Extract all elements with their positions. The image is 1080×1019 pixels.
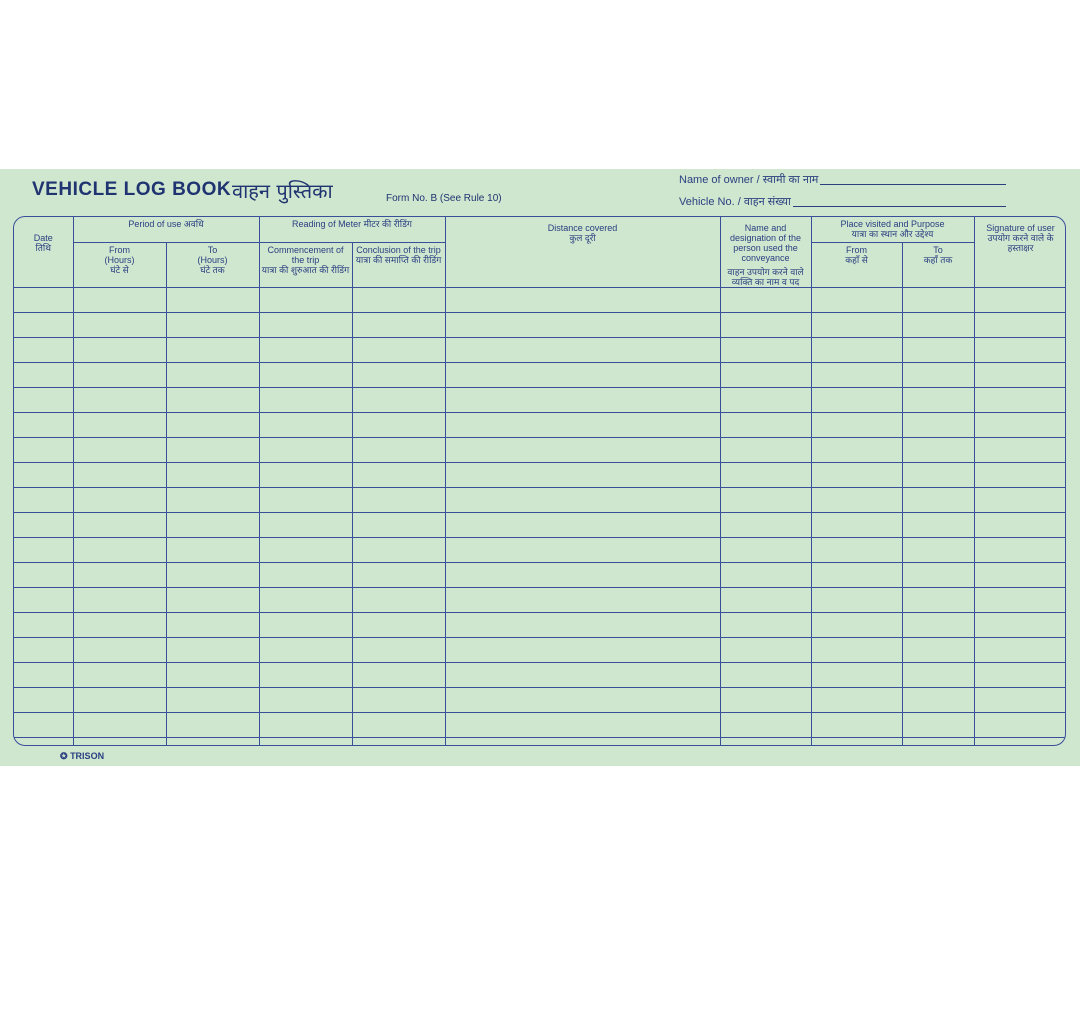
cell-remarks[interactable] bbox=[974, 613, 1066, 638]
cell-person[interactable] bbox=[445, 313, 720, 338]
cell-place-from[interactable] bbox=[720, 638, 811, 663]
cell-place-to[interactable] bbox=[811, 588, 902, 613]
cell-meter-start[interactable] bbox=[259, 638, 352, 663]
cell-period-from[interactable] bbox=[73, 738, 166, 747]
cell-place-from[interactable] bbox=[720, 488, 811, 513]
col-period-from: From (Hours) घंटे से bbox=[73, 242, 166, 287]
cell-place-from[interactable] bbox=[720, 663, 811, 688]
cell-meter-end[interactable] bbox=[352, 588, 445, 613]
cell-place-to[interactable] bbox=[811, 338, 902, 363]
cell-place-from[interactable] bbox=[720, 538, 811, 563]
cell-place-to[interactable] bbox=[811, 613, 902, 638]
cell-meter-end[interactable] bbox=[352, 313, 445, 338]
cell-meter-end[interactable] bbox=[352, 363, 445, 388]
col-place-visited: Place visited and Purpose यात्रा का स्थान और उद्देश्य bbox=[811, 217, 974, 242]
cell-place-from[interactable] bbox=[720, 513, 811, 538]
cell-place-to[interactable] bbox=[811, 463, 902, 488]
cell-signature[interactable] bbox=[902, 613, 974, 638]
cell-remarks[interactable] bbox=[974, 563, 1066, 588]
table-row bbox=[14, 713, 1066, 738]
cell-meter-end[interactable] bbox=[352, 613, 445, 638]
cell-person[interactable] bbox=[445, 363, 720, 388]
cell-place-from[interactable] bbox=[720, 438, 811, 463]
cell-remarks[interactable] bbox=[974, 463, 1066, 488]
cell-date[interactable] bbox=[14, 663, 73, 688]
cell-date[interactable] bbox=[14, 413, 73, 438]
brand-mark-icon: ✪ bbox=[60, 751, 68, 761]
cell-date[interactable] bbox=[14, 388, 73, 413]
cell-meter-start[interactable] bbox=[259, 663, 352, 688]
cell-signature[interactable] bbox=[902, 713, 974, 738]
cell-date[interactable] bbox=[14, 713, 73, 738]
cell-period-from[interactable] bbox=[73, 313, 166, 338]
cell-meter-start[interactable] bbox=[259, 463, 352, 488]
table-row bbox=[14, 613, 1066, 638]
cell-date[interactable] bbox=[14, 488, 73, 513]
cell-period-from[interactable] bbox=[73, 638, 166, 663]
col-meter-reading: Reading of Meter मीटर की रीडिंग bbox=[259, 217, 445, 242]
cell-meter-start[interactable] bbox=[259, 363, 352, 388]
cell-place-to[interactable] bbox=[811, 313, 902, 338]
cell-period-to[interactable] bbox=[166, 363, 259, 388]
brand-logo: ✪ TRISON bbox=[60, 751, 105, 761]
cell-period-to[interactable] bbox=[166, 438, 259, 463]
cell-place-from[interactable] bbox=[720, 563, 811, 588]
cell-signature[interactable] bbox=[902, 363, 974, 388]
cell-person[interactable] bbox=[445, 563, 720, 588]
table-row bbox=[14, 538, 1066, 563]
cell-period-to[interactable] bbox=[166, 663, 259, 688]
cell-date[interactable] bbox=[14, 588, 73, 613]
cell-meter-end[interactable] bbox=[352, 538, 445, 563]
cell-place-from[interactable] bbox=[720, 388, 811, 413]
cell-person[interactable] bbox=[445, 588, 720, 613]
cell-signature[interactable] bbox=[902, 413, 974, 438]
cell-meter-start[interactable] bbox=[259, 413, 352, 438]
form-title-hindi: वाहन पुस्तिका bbox=[232, 179, 333, 203]
col-person: Name and designation of the person used the conveyance वाहन उपयोग करने वाले व्यक्ति का नाम व पद bbox=[720, 217, 811, 288]
col-place-to: To कहाँ तक bbox=[902, 242, 974, 287]
cell-meter-start[interactable] bbox=[259, 313, 352, 338]
cell-period-from[interactable] bbox=[73, 663, 166, 688]
cell-period-from[interactable] bbox=[73, 513, 166, 538]
cell-meter-start[interactable] bbox=[259, 688, 352, 713]
cell-date[interactable] bbox=[14, 363, 73, 388]
cell-period-from[interactable] bbox=[73, 538, 166, 563]
cell-place-from[interactable] bbox=[720, 613, 811, 638]
owner-name-line[interactable] bbox=[820, 183, 1006, 185]
owner-name-label: Name of owner / स्वामी का नाम bbox=[679, 174, 819, 186]
cell-signature[interactable] bbox=[902, 538, 974, 563]
cell-remarks[interactable] bbox=[974, 713, 1066, 738]
table-row bbox=[14, 463, 1066, 488]
cell-period-to[interactable] bbox=[166, 738, 259, 747]
table-row bbox=[14, 663, 1066, 688]
cell-signature[interactable] bbox=[902, 563, 974, 588]
cell-meter-end[interactable] bbox=[352, 563, 445, 588]
vehicle-number-label: Vehicle No. / वाहन संख्या bbox=[679, 196, 791, 208]
table-row bbox=[14, 563, 1066, 588]
cell-period-to[interactable] bbox=[166, 713, 259, 738]
vehicle-number-line[interactable] bbox=[793, 205, 1006, 207]
cell-meter-start[interactable] bbox=[259, 388, 352, 413]
cell-period-to[interactable] bbox=[166, 513, 259, 538]
cell-meter-start[interactable] bbox=[259, 538, 352, 563]
cell-person[interactable] bbox=[445, 338, 720, 363]
cell-remarks[interactable] bbox=[974, 588, 1066, 613]
log-table-body bbox=[14, 288, 1066, 747]
cell-place-to[interactable] bbox=[811, 688, 902, 713]
cell-signature[interactable] bbox=[902, 638, 974, 663]
cell-person[interactable] bbox=[445, 713, 720, 738]
cell-date[interactable] bbox=[14, 563, 73, 588]
cell-place-to[interactable] bbox=[811, 738, 902, 747]
cell-period-to[interactable] bbox=[166, 638, 259, 663]
cell-remarks[interactable] bbox=[974, 663, 1066, 688]
cell-place-to[interactable] bbox=[811, 638, 902, 663]
cell-remarks[interactable] bbox=[974, 738, 1066, 747]
cell-date[interactable] bbox=[14, 613, 73, 638]
cell-person[interactable] bbox=[445, 663, 720, 688]
cell-signature[interactable] bbox=[902, 288, 974, 313]
cell-remarks[interactable] bbox=[974, 438, 1066, 463]
cell-meter-start[interactable] bbox=[259, 588, 352, 613]
cell-period-from[interactable] bbox=[73, 363, 166, 388]
cell-meter-start[interactable] bbox=[259, 513, 352, 538]
cell-person[interactable] bbox=[445, 463, 720, 488]
cell-place-to[interactable] bbox=[811, 413, 902, 438]
cell-meter-start[interactable] bbox=[259, 288, 352, 313]
cell-period-to[interactable] bbox=[166, 563, 259, 588]
cell-period-to[interactable] bbox=[166, 413, 259, 438]
cell-period-from[interactable] bbox=[73, 388, 166, 413]
cell-meter-end[interactable] bbox=[352, 488, 445, 513]
cell-date[interactable] bbox=[14, 638, 73, 663]
cell-meter-start[interactable] bbox=[259, 338, 352, 363]
cell-signature[interactable] bbox=[902, 513, 974, 538]
table-row bbox=[14, 738, 1066, 747]
cell-place-from[interactable] bbox=[720, 463, 811, 488]
log-table bbox=[14, 217, 1066, 746]
cell-remarks[interactable] bbox=[974, 363, 1066, 388]
table-row bbox=[14, 638, 1066, 663]
cell-remarks[interactable] bbox=[974, 638, 1066, 663]
cell-period-from[interactable] bbox=[73, 288, 166, 313]
cell-meter-start[interactable] bbox=[259, 738, 352, 747]
cell-date[interactable] bbox=[14, 338, 73, 363]
table-row bbox=[14, 363, 1066, 388]
cell-date[interactable] bbox=[14, 288, 73, 313]
cell-period-from[interactable] bbox=[73, 438, 166, 463]
cell-meter-end[interactable] bbox=[352, 738, 445, 747]
cell-signature[interactable] bbox=[902, 388, 974, 413]
cell-place-to[interactable] bbox=[811, 488, 902, 513]
cell-meter-end[interactable] bbox=[352, 713, 445, 738]
cell-meter-start[interactable] bbox=[259, 438, 352, 463]
cell-remarks[interactable] bbox=[974, 513, 1066, 538]
cell-place-from[interactable] bbox=[720, 713, 811, 738]
col-date: Date तिथि bbox=[14, 217, 73, 288]
table-row bbox=[14, 338, 1066, 363]
cell-place-to[interactable] bbox=[811, 513, 902, 538]
cell-period-to[interactable] bbox=[166, 463, 259, 488]
cell-signature[interactable] bbox=[902, 688, 974, 713]
log-book-sheet bbox=[0, 169, 1080, 766]
cell-remarks[interactable] bbox=[974, 688, 1066, 713]
table-row bbox=[14, 313, 1066, 338]
cell-period-to[interactable] bbox=[166, 388, 259, 413]
cell-meter-start[interactable] bbox=[259, 488, 352, 513]
cell-signature[interactable] bbox=[902, 663, 974, 688]
cell-meter-start[interactable] bbox=[259, 713, 352, 738]
cell-date[interactable] bbox=[14, 513, 73, 538]
cell-person[interactable] bbox=[445, 488, 720, 513]
cell-remarks[interactable] bbox=[974, 313, 1066, 338]
cell-remarks[interactable] bbox=[974, 538, 1066, 563]
cell-place-to[interactable] bbox=[811, 438, 902, 463]
form-number: Form No. B (See Rule 10) bbox=[386, 193, 502, 204]
cell-remarks[interactable] bbox=[974, 488, 1066, 513]
cell-period-from[interactable] bbox=[73, 413, 166, 438]
cell-place-from[interactable] bbox=[720, 288, 811, 313]
cell-period-to[interactable] bbox=[166, 613, 259, 638]
cell-meter-end[interactable] bbox=[352, 288, 445, 313]
cell-period-to[interactable] bbox=[166, 688, 259, 713]
form-title: VEHICLE LOG BOOK bbox=[32, 179, 232, 200]
cell-place-to[interactable] bbox=[811, 288, 902, 313]
cell-place-from[interactable] bbox=[720, 688, 811, 713]
cell-place-to[interactable] bbox=[811, 538, 902, 563]
cell-date[interactable] bbox=[14, 688, 73, 713]
cell-signature[interactable] bbox=[902, 738, 974, 747]
cell-meter-end[interactable] bbox=[352, 388, 445, 413]
cell-meter-end[interactable] bbox=[352, 463, 445, 488]
table-row bbox=[14, 488, 1066, 513]
cell-person[interactable] bbox=[445, 638, 720, 663]
cell-meter-end[interactable] bbox=[352, 438, 445, 463]
cell-date[interactable] bbox=[14, 463, 73, 488]
cell-meter-end[interactable] bbox=[352, 413, 445, 438]
cell-period-from[interactable] bbox=[73, 488, 166, 513]
cell-signature[interactable] bbox=[902, 338, 974, 363]
col-signature: Signature of user उपयोग करने वाले के हस्ताक्षर bbox=[974, 217, 1066, 288]
cell-period-from[interactable] bbox=[73, 613, 166, 638]
cell-period-from[interactable] bbox=[73, 713, 166, 738]
cell-meter-end[interactable] bbox=[352, 338, 445, 363]
cell-person[interactable] bbox=[445, 513, 720, 538]
table-row bbox=[14, 513, 1066, 538]
col-meter-conclusion: Conclusion of the trip यात्रा की समाप्ति की रीडिंग bbox=[352, 242, 445, 287]
cell-signature[interactable] bbox=[902, 488, 974, 513]
cell-signature[interactable] bbox=[902, 438, 974, 463]
owner-name-field[interactable] bbox=[679, 172, 1006, 187]
cell-meter-end[interactable] bbox=[352, 513, 445, 538]
cell-place-from[interactable] bbox=[720, 363, 811, 388]
cell-date[interactable] bbox=[14, 313, 73, 338]
cell-period-from[interactable] bbox=[73, 338, 166, 363]
cell-person[interactable] bbox=[445, 538, 720, 563]
cell-person[interactable] bbox=[445, 688, 720, 713]
col-distance: Distance covered कुल दूरी bbox=[445, 217, 720, 288]
cell-remarks[interactable] bbox=[974, 338, 1066, 363]
table-row bbox=[14, 688, 1066, 713]
cell-person[interactable] bbox=[445, 388, 720, 413]
cell-period-to[interactable] bbox=[166, 488, 259, 513]
cell-place-from[interactable] bbox=[720, 313, 811, 338]
cell-period-from[interactable] bbox=[73, 688, 166, 713]
cell-signature[interactable] bbox=[902, 463, 974, 488]
cell-meter-end[interactable] bbox=[352, 663, 445, 688]
cell-remarks[interactable] bbox=[974, 388, 1066, 413]
cell-meter-end[interactable] bbox=[352, 638, 445, 663]
col-meter-commencement: Commencement of the trip यात्रा की शुरुआत की रीडिंग bbox=[259, 242, 352, 287]
cell-date[interactable] bbox=[14, 538, 73, 563]
cell-signature[interactable] bbox=[902, 588, 974, 613]
cell-meter-start[interactable] bbox=[259, 563, 352, 588]
cell-remarks[interactable] bbox=[974, 413, 1066, 438]
log-table-wrapper bbox=[13, 216, 1066, 746]
cell-period-to[interactable] bbox=[166, 588, 259, 613]
cell-period-from[interactable] bbox=[73, 563, 166, 588]
cell-person[interactable] bbox=[445, 438, 720, 463]
table-row bbox=[14, 588, 1066, 613]
cell-date[interactable] bbox=[14, 438, 73, 463]
cell-period-from[interactable] bbox=[73, 463, 166, 488]
cell-person[interactable] bbox=[445, 288, 720, 313]
cell-place-to[interactable] bbox=[811, 563, 902, 588]
table-row bbox=[14, 388, 1066, 413]
cell-place-from[interactable] bbox=[720, 338, 811, 363]
cell-period-to[interactable] bbox=[166, 338, 259, 363]
cell-place-from[interactable] bbox=[720, 738, 811, 747]
col-place-from: From कहाँ से bbox=[811, 242, 902, 287]
cell-place-to[interactable] bbox=[811, 713, 902, 738]
cell-meter-start[interactable] bbox=[259, 613, 352, 638]
cell-period-to[interactable] bbox=[166, 288, 259, 313]
cell-period-from[interactable] bbox=[73, 588, 166, 613]
cell-person[interactable] bbox=[445, 613, 720, 638]
cell-meter-end[interactable] bbox=[352, 688, 445, 713]
cell-period-to[interactable] bbox=[166, 313, 259, 338]
cell-place-from[interactable] bbox=[720, 588, 811, 613]
table-row bbox=[14, 413, 1066, 438]
cell-period-to[interactable] bbox=[166, 538, 259, 563]
cell-remarks[interactable] bbox=[974, 288, 1066, 313]
vehicle-number-field[interactable] bbox=[679, 194, 1006, 209]
cell-person[interactable] bbox=[445, 738, 720, 747]
table-row bbox=[14, 438, 1066, 463]
cell-place-from[interactable] bbox=[720, 413, 811, 438]
cell-date[interactable] bbox=[14, 738, 73, 747]
cell-person[interactable] bbox=[445, 413, 720, 438]
cell-signature[interactable] bbox=[902, 313, 974, 338]
table-row bbox=[14, 288, 1066, 313]
col-period-of-use: Period of use अवधि bbox=[73, 217, 259, 242]
cell-place-to[interactable] bbox=[811, 388, 902, 413]
cell-place-to[interactable] bbox=[811, 363, 902, 388]
cell-place-to[interactable] bbox=[811, 663, 902, 688]
col-period-to: To (Hours) घंटे तक bbox=[166, 242, 259, 287]
